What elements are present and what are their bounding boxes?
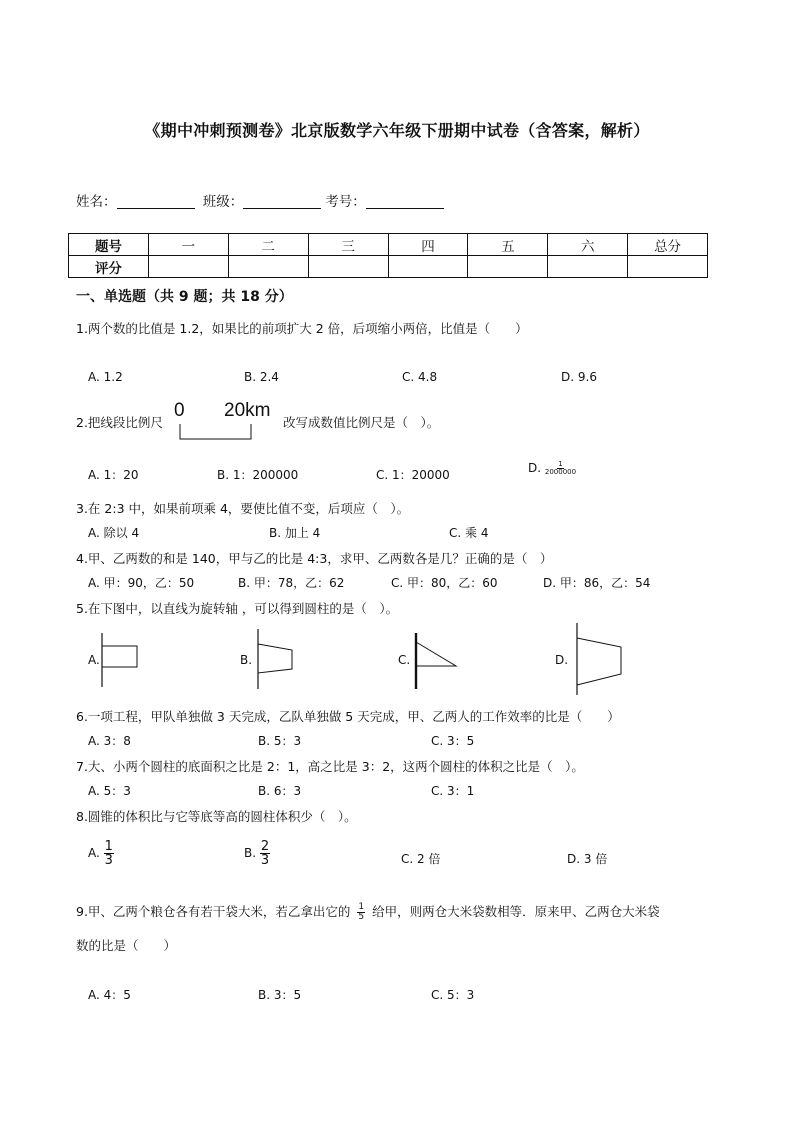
question-1-stem: 1.两个数的比值是 1.2，如果比的前项扩大 2 倍，后项缩小两倍，比值是（ ） bbox=[76, 321, 528, 336]
option-c[interactable]: C. 5：3 bbox=[431, 988, 475, 1002]
table-cell: 一 bbox=[148, 234, 228, 256]
question-3-stem: 3.在 2:3 中，如果前项乘 4，要使比值不变，后项应（ ）。 bbox=[76, 501, 410, 516]
fraction-denominator: 3 bbox=[104, 853, 113, 868]
question-9-fraction bbox=[357, 903, 365, 922]
score-cell[interactable] bbox=[468, 256, 548, 278]
table-cell: 题号 bbox=[69, 234, 149, 256]
table-cell: 二 bbox=[228, 234, 308, 256]
class-blank[interactable] bbox=[243, 194, 321, 209]
fraction-numerator: 2 bbox=[260, 839, 270, 854]
question-5-stem: 5.在下图中，以直线为旋转轴 ，可以得到圆柱的是（ ）。 bbox=[76, 601, 399, 616]
scale-left-label: 0 bbox=[174, 400, 185, 421]
fraction-numerator: 1 bbox=[558, 460, 563, 468]
question-8-stem: 8.圆锥的体积比与它等底等高的圆柱体积少（ ）。 bbox=[76, 809, 357, 824]
option-d[interactable]: D. 3 倍 bbox=[567, 852, 608, 866]
option-d[interactable] bbox=[528, 461, 576, 476]
fraction-denominator: 2000000 bbox=[544, 468, 577, 476]
score-cell[interactable] bbox=[228, 256, 308, 278]
name-label: 姓名： bbox=[76, 194, 117, 210]
table-cell: 四 bbox=[388, 234, 468, 256]
option-d[interactable]: D. 甲：86，乙：54 bbox=[543, 576, 651, 590]
score-cell[interactable] bbox=[628, 256, 708, 278]
score-cell[interactable] bbox=[388, 256, 468, 278]
option-c[interactable]: C. 4.8 bbox=[402, 370, 438, 384]
figure-c-triangle-diagram bbox=[410, 632, 460, 690]
question-9-stem-before: 9.甲、乙两个粮仓各有若干袋大米，若乙拿出它的 bbox=[76, 904, 351, 919]
score-cell[interactable] bbox=[148, 256, 228, 278]
option-b-label: B. bbox=[244, 846, 260, 860]
question-6-stem: 6.一项工程，甲队单独做 3 天完成，乙队单独做 5 天完成，甲、乙两人的工作效率的比是（ ） bbox=[76, 709, 620, 724]
option-c[interactable]: C. 2 倍 bbox=[401, 852, 441, 866]
exam-title: 《期中冲刺预测卷》北京版数学六年级下册期中试卷（含答案，解析） bbox=[144, 121, 650, 140]
option-b[interactable]: B. 3：5 bbox=[258, 988, 302, 1002]
option-d-label: D. bbox=[528, 461, 545, 475]
student-info-line bbox=[76, 190, 448, 210]
score-table bbox=[68, 233, 708, 278]
option-d[interactable]: D. bbox=[555, 653, 569, 667]
table-cell: 总分 bbox=[628, 234, 708, 256]
option-a[interactable]: A. 3：8 bbox=[88, 734, 131, 748]
question-2-stem-after: 改写成数值比例尺是（ ）。 bbox=[283, 415, 440, 430]
option-a[interactable]: A. 除以 4 bbox=[88, 526, 140, 540]
option-b[interactable]: B. bbox=[240, 653, 253, 667]
option-a[interactable]: A. 甲：90，乙：50 bbox=[88, 576, 195, 590]
option-c[interactable]: C. 1：20000 bbox=[376, 468, 450, 482]
figure-d-trapezoid-diagram bbox=[570, 622, 626, 696]
option-a[interactable]: A. bbox=[88, 653, 100, 667]
option-a[interactable]: A. 5：3 bbox=[88, 784, 131, 798]
scale-right-label: 20km bbox=[224, 400, 271, 421]
option-b[interactable]: B. 2.4 bbox=[244, 370, 279, 384]
question-9-stem-line2: 数的比是（ ） bbox=[76, 938, 177, 953]
option-c[interactable]: C. 乘 4 bbox=[449, 526, 489, 540]
option-d-fraction bbox=[545, 461, 576, 476]
figure-b-trapezoid-diagram bbox=[252, 628, 298, 690]
score-table-score-row bbox=[69, 256, 708, 278]
question-2-stem-before: 2.把线段比例尺 bbox=[76, 415, 163, 430]
table-cell: 六 bbox=[548, 234, 628, 256]
option-a[interactable]: A. 4：5 bbox=[88, 988, 131, 1002]
class-label: 班级： bbox=[202, 194, 244, 210]
score-cell[interactable] bbox=[308, 256, 388, 278]
option-a[interactable]: A. 1.2 bbox=[88, 370, 123, 384]
fraction-denominator: 5 bbox=[358, 912, 365, 922]
option-b[interactable]: B. 甲：78，乙：62 bbox=[238, 576, 345, 590]
table-cell: 三 bbox=[308, 234, 388, 256]
option-a[interactable]: A. 1：20 bbox=[88, 468, 139, 482]
option-a-label: A. bbox=[88, 846, 104, 860]
question-4-stem: 4.甲、乙两数的和是 140，甲与乙的比是 4:3，求甲、乙两数各是几？正确的是（ ） bbox=[76, 551, 553, 566]
fraction-numerator: 1 bbox=[358, 902, 365, 912]
option-d[interactable]: D. 9.6 bbox=[561, 370, 597, 384]
option-c[interactable]: C. 3：5 bbox=[431, 734, 475, 748]
table-cell: 五 bbox=[468, 234, 548, 256]
line-scale-diagram bbox=[176, 422, 256, 442]
exam-no-label: 考号： bbox=[325, 194, 366, 210]
option-b[interactable] bbox=[244, 840, 270, 867]
option-b-fraction bbox=[260, 840, 270, 867]
option-c[interactable]: C. 3：1 bbox=[431, 784, 475, 798]
name-blank[interactable] bbox=[117, 194, 195, 209]
option-b[interactable]: B. 1：200000 bbox=[217, 468, 299, 482]
question-9-stem-after: 给甲，则两仓大米袋数相等．原来甲、乙两仓大米袋 bbox=[372, 904, 660, 919]
fraction-denominator: 3 bbox=[260, 853, 270, 868]
option-b[interactable]: B. 加上 4 bbox=[269, 526, 321, 540]
option-a-fraction bbox=[104, 840, 114, 867]
figure-a-rectangle-diagram bbox=[96, 632, 142, 688]
score-cell[interactable] bbox=[548, 256, 628, 278]
section-heading: 一、单选题（共 9 题；共 18 分） bbox=[76, 289, 293, 305]
option-a[interactable] bbox=[88, 840, 114, 867]
table-cell: 评分 bbox=[69, 256, 149, 278]
option-c[interactable]: C. bbox=[398, 653, 411, 667]
score-table-header-row bbox=[69, 234, 708, 256]
question-7-stem: 7.大、小两个圆柱的底面积之比是 2：1，高之比是 3：2，这两个圆柱的体积之比是（ ）。 bbox=[76, 759, 584, 774]
exam-no-blank[interactable] bbox=[366, 194, 444, 209]
option-b[interactable]: B. 6：3 bbox=[258, 784, 302, 798]
question-9-stem-line1 bbox=[76, 902, 660, 922]
option-c[interactable]: C. 甲：80，乙：60 bbox=[391, 576, 498, 590]
fraction-numerator: 1 bbox=[104, 839, 113, 854]
option-b[interactable]: B. 5：3 bbox=[258, 734, 302, 748]
